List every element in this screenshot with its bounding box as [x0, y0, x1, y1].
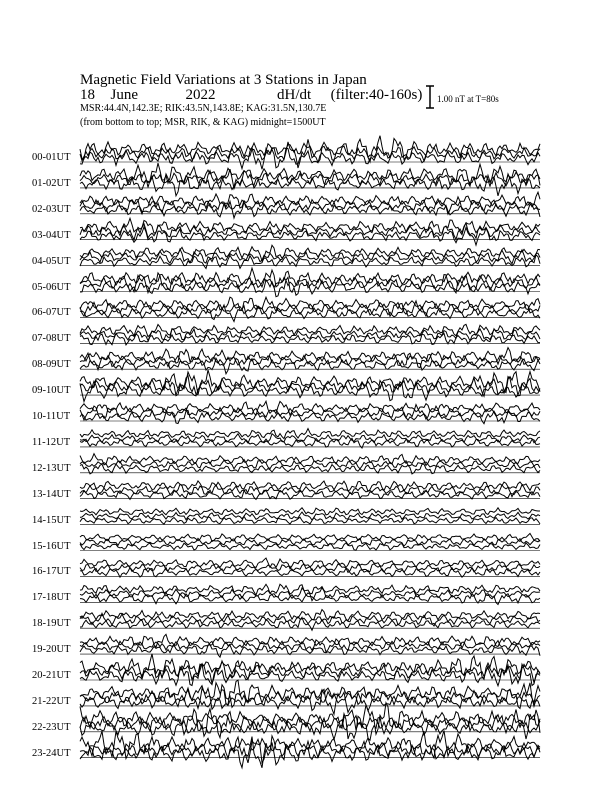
row-label: 04-05UT: [32, 255, 71, 267]
row-label: 01-02UT: [32, 177, 71, 189]
station-trace: [80, 268, 540, 287]
row-label: 23-24UT: [32, 747, 71, 759]
station-trace: [80, 736, 540, 763]
station-trace: [80, 460, 540, 469]
station-trace: [80, 533, 540, 541]
station-trace: [80, 634, 540, 648]
station-trace: [80, 588, 540, 601]
station-trace: [80, 324, 540, 336]
row-label: 05-06UT: [32, 281, 71, 293]
row-label: 11-12UT: [32, 436, 71, 448]
station-trace: [80, 484, 540, 497]
row-label: 21-22UT: [32, 695, 71, 707]
scale-bar-label: 1.00 nT at T=80s: [437, 94, 499, 104]
date-day: 18: [80, 87, 95, 103]
row-label: 12-13UT: [32, 462, 71, 474]
row-label: 16-17UT: [32, 566, 71, 578]
filter-label: (filter:40-160s): [330, 87, 423, 103]
row-label: 18-19UT: [32, 618, 71, 630]
station-trace: [80, 454, 540, 466]
row-label: 00-01UT: [32, 152, 71, 163]
station-trace: [80, 218, 540, 235]
station-trace: [80, 543, 540, 550]
station-trace: [80, 639, 540, 652]
row-label: 20-21UT: [32, 670, 71, 681]
station-trace: [80, 434, 540, 443]
row-label: 08-09UT: [32, 359, 71, 371]
station-trace: [80, 401, 540, 415]
station-trace: [80, 410, 540, 423]
row-label: 15-16UT: [32, 540, 71, 552]
row-label: 19-20UT: [32, 644, 71, 656]
row-label: 13-14UT: [32, 488, 71, 500]
station-trace: [80, 197, 540, 214]
row-label: 02-03UT: [32, 203, 71, 215]
station-coordinates: MSR:44.4N,142.3E; RIK:43.5N,143.8E; KAG:31.5N,130.7E: [80, 103, 327, 114]
station-trace: [80, 139, 540, 168]
chart-title: Magnetic Field Variations at 3 Stations in Japan: [80, 72, 367, 88]
station-trace: [80, 568, 540, 578]
station-trace: [80, 683, 540, 709]
row-label: 22-23UT: [32, 721, 71, 733]
quantity-label: dH/dt: [277, 87, 312, 103]
date-month: June: [110, 87, 138, 103]
date-year: 2022: [185, 87, 216, 103]
station-trace: [80, 169, 540, 189]
station-trace: [80, 508, 540, 515]
row-label: 09-10UT: [32, 385, 71, 397]
station-trace: [80, 370, 540, 395]
station-trace: [80, 223, 540, 240]
station-trace: [80, 737, 540, 768]
station-order-note: (from bottom to top; MSR, RIK, & KAG) midnight=1500UT: [80, 117, 326, 128]
row-label: 10-11UT: [32, 411, 71, 422]
station-trace: [80, 654, 540, 680]
row-label: 17-18UT: [32, 592, 71, 604]
station-trace: [80, 610, 540, 621]
station-trace: [80, 438, 540, 448]
row-label: 07-08UT: [32, 333, 71, 345]
station-trace: [80, 584, 540, 595]
station-trace: [80, 538, 540, 546]
row-label: 03-04UT: [32, 229, 71, 241]
row-label: 14-15UT: [32, 514, 71, 526]
row-label: 06-07UT: [32, 307, 71, 319]
